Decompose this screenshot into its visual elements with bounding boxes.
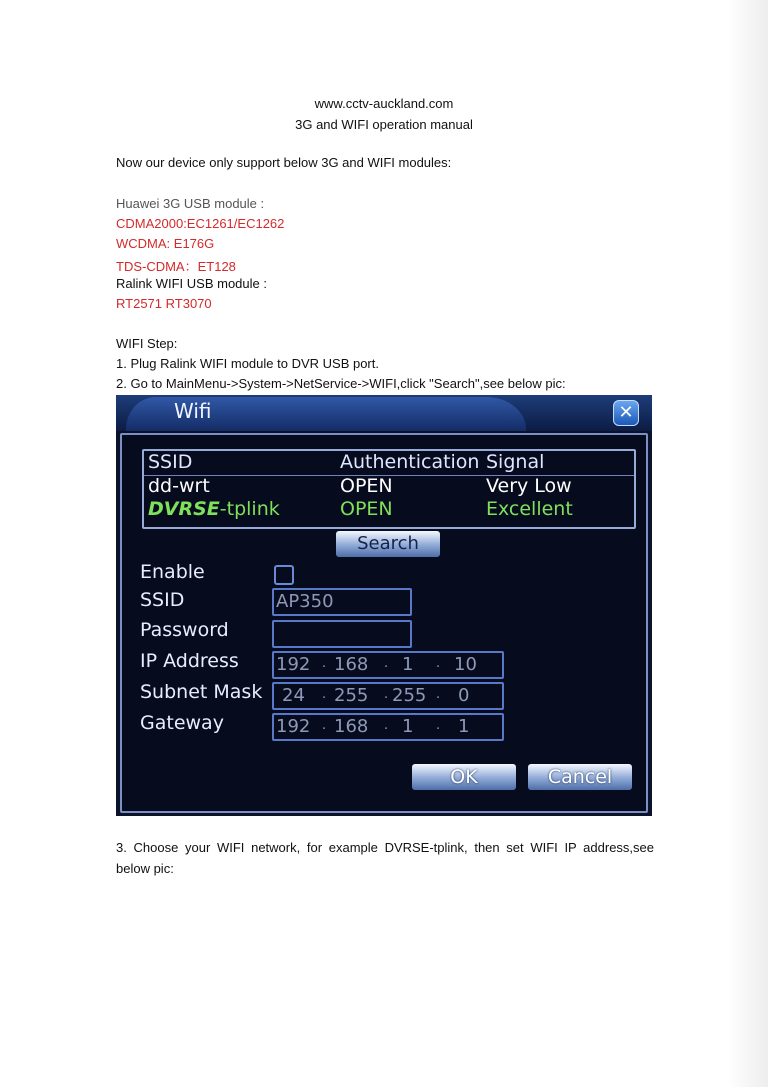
- manual-title: 3G and WIFI operation manual: [295, 117, 473, 132]
- ip-address-field[interactable]: [272, 651, 504, 679]
- network-row-2-ssid-bold: DVRSE: [148, 498, 220, 520]
- enable-label: Enable: [140, 561, 205, 583]
- ip-address-label: IP Address: [140, 650, 239, 672]
- network-row-2-ssid-rest: -tplink: [219, 498, 280, 520]
- cdma-models: CDMA2000:EC1261/EC1262: [116, 216, 285, 231]
- subnet-octet-4: 0: [458, 685, 470, 706]
- gateway-label: Gateway: [140, 712, 224, 734]
- close-icon[interactable]: ✕: [613, 400, 639, 426]
- page-edge-shadow: [728, 0, 768, 1087]
- wifi-step-3-line-1: 3. Choose your WIFI network, for example DVRSE-tplink, then set WIFI IP address,see: [116, 840, 654, 855]
- gateway-octet-1: 192: [276, 716, 311, 737]
- ok-button[interactable]: OK: [412, 764, 516, 790]
- gateway-octet-3: 1: [402, 716, 414, 737]
- subnet-dot: .: [322, 687, 327, 702]
- gateway-dot: .: [322, 718, 327, 733]
- wifi-dialog: [116, 395, 652, 816]
- dialog-title: Wifi: [174, 399, 212, 423]
- enable-checkbox[interactable]: [274, 565, 294, 585]
- subnet-octet-2: 255: [334, 685, 369, 706]
- dialog-body: [120, 433, 648, 813]
- gateway-octet-4: 1: [458, 716, 470, 737]
- column-ssid: SSID: [148, 451, 193, 473]
- subnet-mask-label: Subnet Mask: [140, 681, 263, 703]
- ip-dot: .: [384, 656, 389, 671]
- wifi-step-1: 1. Plug Ralink WIFI module to DVR USB port.: [116, 356, 379, 371]
- wifi-step-heading: WIFI Step:: [116, 336, 178, 351]
- gateway-octet-2: 168: [334, 716, 369, 737]
- network-row-2-signal[interactable]: Excellent: [486, 498, 573, 520]
- ssid-value: AP350: [276, 591, 334, 612]
- gateway-field[interactable]: [272, 713, 504, 741]
- ssid-label: SSID: [140, 589, 185, 611]
- column-authentication: Authentication: [340, 451, 480, 473]
- subnet-mask-field[interactable]: [272, 682, 504, 710]
- subnet-dot: .: [384, 687, 389, 702]
- network-list: [142, 449, 636, 529]
- cancel-button[interactable]: Cancel: [528, 764, 632, 790]
- gateway-dot: .: [436, 718, 441, 733]
- subnet-octet-1: 24: [282, 685, 305, 706]
- wcdma-models: WCDMA: E176G: [116, 236, 215, 251]
- network-row-2-ssid[interactable]: [148, 498, 280, 520]
- search-button[interactable]: Search: [336, 531, 440, 557]
- huawei-heading: Huawei 3G USB module :: [116, 196, 265, 211]
- ssid-field[interactable]: [272, 588, 412, 616]
- wifi-step-3-line-2: below pic:: [116, 861, 174, 876]
- tds-cdma-models: TDS-CDMA：ET128: [116, 259, 236, 274]
- subnet-dot: .: [436, 687, 441, 702]
- ip-dot: .: [436, 656, 441, 671]
- dialog-titlebar: [116, 395, 652, 431]
- ralink-heading: Ralink WIFI USB module :: [116, 276, 267, 291]
- ip-octet-3: 1: [402, 654, 414, 675]
- ralink-models: RT2571 RT3070: [116, 296, 212, 311]
- network-row-2-auth[interactable]: OPEN: [340, 498, 393, 520]
- password-label: Password: [140, 619, 229, 641]
- password-field[interactable]: [272, 620, 412, 648]
- ip-octet-4: 10: [454, 654, 477, 675]
- gateway-dot: .: [384, 718, 389, 733]
- network-row-1-auth[interactable]: OPEN: [340, 475, 393, 497]
- website-url: www.cctv-auckland.com: [314, 96, 454, 111]
- ip-octet-2: 168: [334, 654, 369, 675]
- wifi-step-2: 2. Go to MainMenu->System->NetService->WIFI,click "Search",see below pic:: [116, 376, 566, 391]
- ip-octet-1: 192: [276, 654, 311, 675]
- network-row-1-signal[interactable]: Very Low: [486, 475, 572, 497]
- intro-text: Now our device only support below 3G and WIFI modules:: [116, 155, 452, 170]
- column-signal: Signal: [486, 451, 545, 473]
- ip-dot: .: [322, 656, 327, 671]
- subnet-octet-3: 255: [392, 685, 427, 706]
- network-row-1-ssid[interactable]: dd-wrt: [148, 475, 210, 497]
